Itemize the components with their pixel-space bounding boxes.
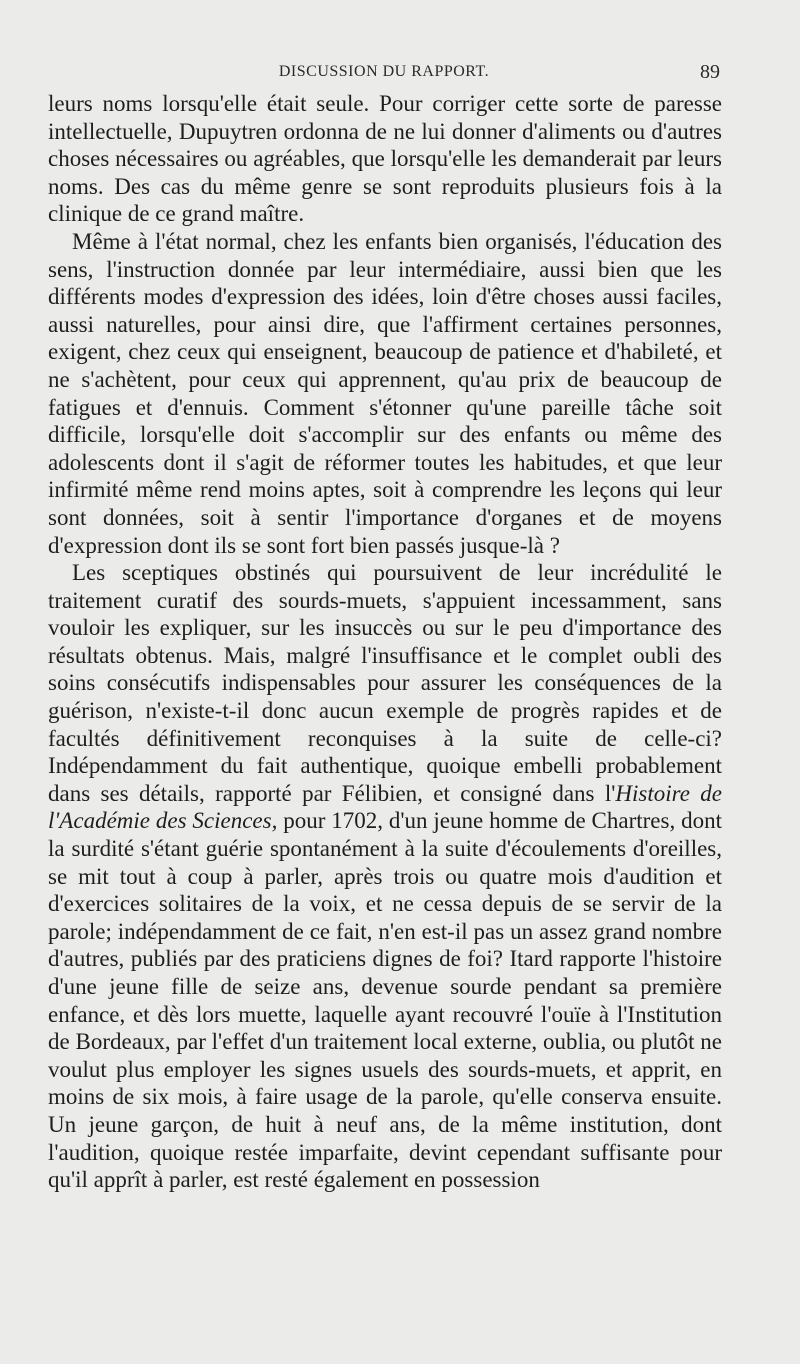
paragraph-continued: leurs noms lorsqu'elle était seule. Pour corriger cette sorte de paresse intellectuelle, Dupuytren ordonna de ne lui donner d'aliments ou d'autres choses nécessaires ou agréables, que lorsqu'elle les demanderait par leurs noms. Des cas du même genre se sont reproduits plusieurs fois à la clinique de ce grand maître. bbox=[48, 91, 722, 227]
paragraph: Même à l'état normal, chez les enfants bien organisés, l'éducation des sens, l'instruction donnée par leur intermédiaire, aussi bien que les différents modes d'expression des idées, loin d'être choses aussi faciles, aussi naturelles, pour ainsi dire, que l'affirment certaines personnes, exigent, chez ceux qui enseignent, beaucoup de patience et d'habileté, et ne s'achètent, pour ceux qui apprennent, qu'au prix de beaucoup de fatigues et d'ennuis. Comment s'étonner qu'une pareille tâche soit difficile, lorsqu'elle doit s'accomplir sur des enfants ou même des adolescents dont il s'agit de réformer toutes les habitudes, et que leur infirmité même rend moins aptes, soit à comprendre les leçons qui leur sont données, soit à sentir l'importance d'organes et de moyens d'expression dont ils se sont fort bien passés jusque-là ? bbox=[48, 228, 722, 558]
paragraph-text: Les sceptiques obstinés qui poursuivent de leur incrédulité le traitement curatif des sourds-muets, s'appuient incessamment, sans vouloir les expliquer, sur les insuccès ou sur le peu d'importance des résultats obtenus. Mais, malgré l'insuffisance et le complet oubli des soins consécutifs indispensables pour assurer les conséquences de la guérison, n'existe-t-il donc aucun exemple de progrès rapides et de facultés définitivement reconquises à la suite de celle-ci? Indépendamment du fait authentique, quoique embelli probablement dans ses détails, rapporté par Félibien, et consigné dans l' bbox=[48, 560, 722, 806]
page-number: 89 bbox=[700, 61, 720, 83]
paragraph-text: pour 1702, d'un jeune homme de Chartres, dont la surdité s'étant guérie spontanément à la suite d'écoulements d'oreilles, se mit tout à coup à parler, après trois ou quatre mois d'audition et d'exercices solitaires de la voix, et ne cessa depuis de se servir de la parole; indépendamment de ce fait, n'en est-il pas un assez grand nombre d'autres, publiés par des praticiens dignes de foi? Itard rapporte l'histoire d'une jeune fille de seize ans, devenue sourde pendant sa première enfance, et dès lors muette, laquelle ayant recouvré l'ouïe à l'Institution de Bordeaux, par l'effet d'un traitement local externe, oublia, ou plutôt ne voulut plus employer les signes usuels des sourds-muets, et apprit, en moins de six mois, à faire usage de la parole, qu'elle conserva ensuite. Un jeune garçon, de huit à neuf ans, de la même institution, dont l'audition, quoique restée imparfaite, devint cependant suffisante pour qu'il apprît à parler, est resté également en possession bbox=[48, 808, 722, 1193]
running-title: DISCUSSION DU RAPPORT. bbox=[278, 63, 490, 80]
running-head bbox=[48, 60, 720, 86]
body-text bbox=[48, 90, 722, 1194]
book-title-italic: Histoire de l'Académie des Sciences, bbox=[48, 780, 723, 834]
paragraph bbox=[48, 559, 722, 1194]
